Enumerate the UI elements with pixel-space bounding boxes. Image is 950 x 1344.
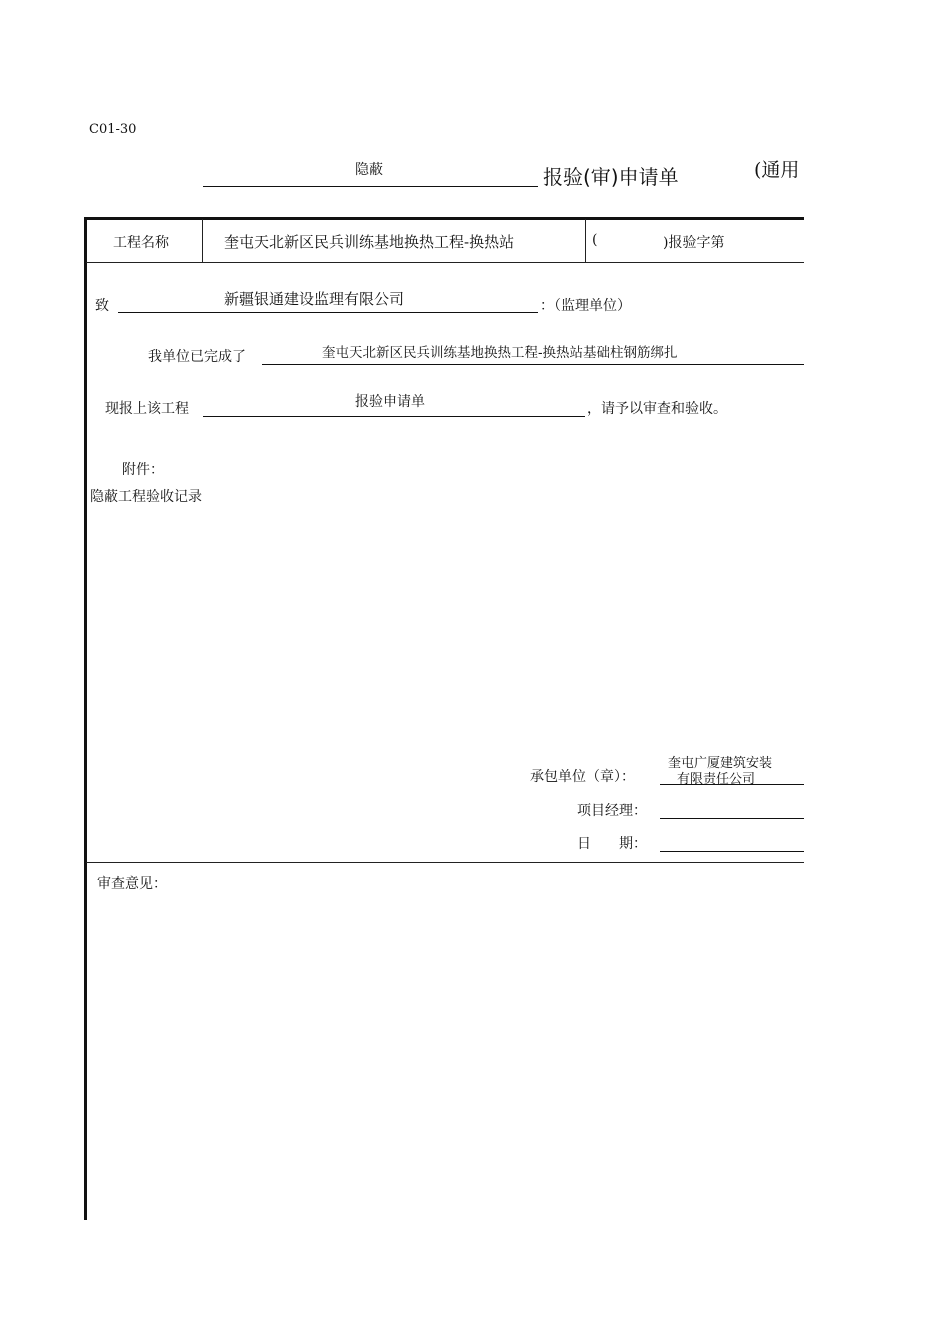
to-suffix: ：（监理单位） xyxy=(540,298,631,314)
header-col-divider-2 xyxy=(585,219,586,262)
contractor-name-line1: 奎屯广厦建筑安装 xyxy=(668,756,773,771)
title-prefix-underline xyxy=(203,186,538,187)
contractor-underline xyxy=(660,784,804,785)
report-underline xyxy=(203,416,585,417)
attachment-value: 隐蔽工程验收记录 xyxy=(90,489,202,505)
form-title: 报验(审)申请单 xyxy=(543,165,679,189)
contractor-label: 承包单位（章）： xyxy=(530,769,635,785)
table-top-border xyxy=(85,217,804,220)
project-manager-label: 项目经理： xyxy=(577,803,647,819)
completed-value: 奎屯天北新区民兵训练基地换热工程-换热站基础柱钢筋绑扎 xyxy=(322,345,678,361)
title-suffix: (通用 xyxy=(754,159,800,181)
header-row-divider xyxy=(86,262,804,263)
project-name-value: 奎屯天北新区民兵训练基地换热工程-换热站 xyxy=(224,233,515,251)
header-col-divider-1 xyxy=(202,219,203,262)
contractor-name-line2: 有限责任公司 xyxy=(677,772,756,787)
attachment-label: 附件： xyxy=(122,462,164,478)
to-value: 新疆银通建设监理有限公司 xyxy=(224,290,405,308)
report-no-label: )报验字第 xyxy=(663,235,725,251)
completed-label: 我单位已完成了 xyxy=(148,349,246,365)
review-label: 审查意见： xyxy=(97,876,167,892)
report-label: 现报上该工程 xyxy=(105,401,189,417)
date-label: 日 期： xyxy=(577,836,647,852)
project-manager-underline xyxy=(660,818,804,819)
title-prefix: 隐蔽 xyxy=(355,162,383,178)
completed-underline xyxy=(262,364,804,365)
report-suffix: ，请予以审查和验收。 xyxy=(587,401,727,417)
form-code: C01-30 xyxy=(89,122,137,137)
date-underline xyxy=(660,851,804,852)
table-left-border xyxy=(84,217,87,1220)
to-label: 致 xyxy=(95,298,109,314)
to-underline xyxy=(118,312,538,313)
project-name-label: 工程名称 xyxy=(113,235,169,251)
report-no-open: ( xyxy=(592,232,598,248)
review-section-divider xyxy=(86,862,804,863)
report-value: 报验申请单 xyxy=(355,394,425,410)
